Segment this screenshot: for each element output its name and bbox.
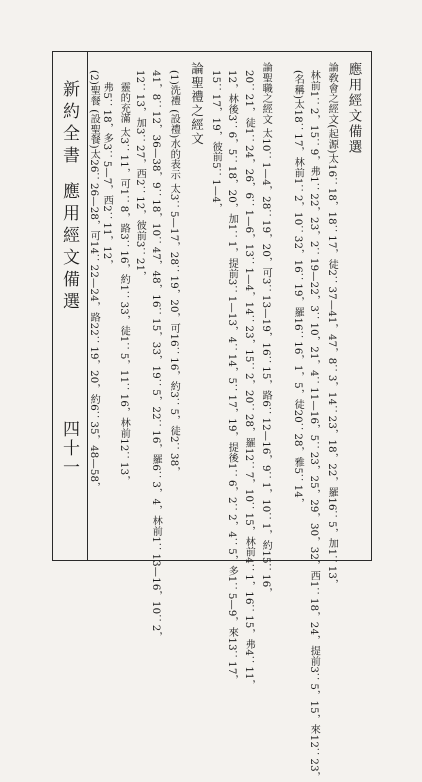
text-column: 12，林後3：6，5：18，20，加1：1，提前3：1—13，4：14，5：17，19，提後1：6，2：2，4：5，多1：5—9，來13：17， [226,70,238,685]
text-column: (1)洗禮 (設禮)水的表示 太3：5—17，28：19，20，可16：16，約3：5，徒2：38， [168,70,180,477]
section-heading: 應用經文備選 [345,62,362,155]
text-column: 論聖職之經文 太10：1—4，28：19，20，可3：13—19，16：15，路6：12—16，9：1，10：1，約15：16， [260,62,272,598]
text-column: 41，8：12，36—38，9：18，10：47，48，16：15，33，19：5，22：16，羅6：3，4，林前1：13—16，10：2， [150,70,162,642]
text-column: 12：13，加3：27，西2：12，彼前3：21， [134,70,146,282]
text-column: 靈的充滿 太3：11，可1：8，路3：16，約1：33，徒1：5，11：16，林前12：13， [118,82,130,486]
text-column [88,70,98,493]
text-column: 15：17，19，彼前5：1—4， [210,70,222,214]
text-column: 弗5：18，多3：5—7，西2：11，12， [101,82,113,270]
text-column: (名稱)太18：17，林前1：2，10：32，16：19，羅16：16，1，5，徒20：28，雅5：14， [292,70,304,509]
text-column: 論敎會之經文(起源)太16：18，18：17，徒2：37—41，47，8：3，14：23，18，22，羅16：5，加1：13， [326,62,338,590]
text-column-part: (2)聖餐 (設聖餐)太26：26—28，可14：22—24，路22：19，20，約6：35，48—58， [88,70,100,493]
sub-heading: 論聖禮之經文 [189,62,205,146]
running-header-book-and-section [60,80,77,314]
book-title: 新約全書 [59,80,79,168]
text-column: 林前1：2，15：9，弗1：22，23，2：19—22，3：10，21，4：11—16，5：23，25，29，30，32，西1：18，24，提前3：5，15，來12：23， [308,70,320,782]
section-title: 應用經文備選 [59,182,79,314]
page-number: 四十一 [59,420,79,477]
text-column: 20：21，徒1：24，26，6：1—6，13：1—4，14：23，15：2，20：28，羅12：7，10：15，林前4：1，16：15，弗4：11， [243,70,255,691]
